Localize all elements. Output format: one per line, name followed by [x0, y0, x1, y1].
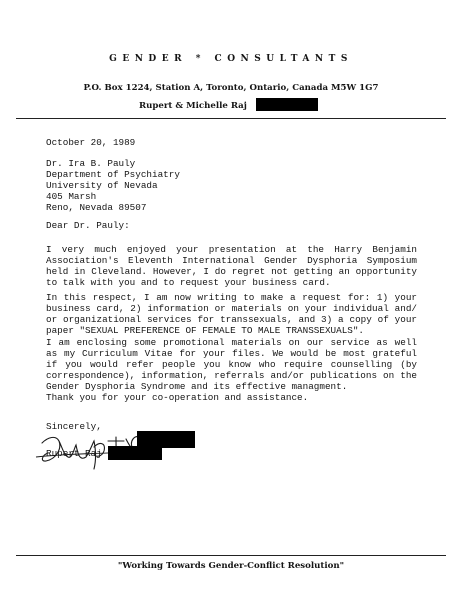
recipient-city: Reno, Nevada 89507: [46, 202, 147, 213]
recipient-university: University of Nevada: [46, 180, 158, 191]
body-paragraph: I am enclosing some promotional materials on our service as well as my Curriculum Vitae for your files. We would be most grateful if you would refer people you know who require counselling (by correspondence), information, referrals and/or publications on the Gender Dysphoria Syndrome and its effective managment.: [46, 337, 417, 392]
redaction-bar: [256, 98, 318, 111]
salutation: Dear Dr. Pauly:: [46, 220, 130, 231]
letterhead-org-name: GENDER * CONSULTANTS: [109, 54, 353, 64]
closing-thanks: Thank you for your co-operation and assistance.: [46, 392, 309, 403]
recipient-address-block: [46, 158, 180, 213]
footer-tagline: "Working Towards Gender-Conflict Resolution": [117, 561, 345, 571]
footer-divider: [16, 555, 446, 556]
sign-off: Sincerely,: [46, 421, 102, 432]
recipient-department: Department of Psychiatry: [46, 169, 180, 180]
letterhead-divider: [16, 118, 446, 119]
letter-date: October 20, 1989: [46, 137, 136, 148]
redaction-bar: [108, 446, 162, 460]
body-paragraph: I very much enjoyed your presentation at the Harry Benjamin Association's Eleventh International Gender Dysphoria Symposium held in Cleveland. However, I do regret not getting an opportunity to talk with you and to request your business card.: [46, 244, 417, 288]
letterhead-address: P.O. Box 1224, Station A, Toronto, Ontario, Canada M5W 1G7: [83, 83, 379, 93]
signer-name: Rupert Raj: [46, 448, 102, 459]
recipient-street: 405 Marsh: [46, 191, 97, 202]
recipient-name: Dr. Ira B. Pauly: [46, 158, 136, 169]
body-paragraph: In this respect, I am now writing to make a request for: 1) your business card, 2) information or materials on your individual and/ or organizational services for transsexuals, and 3) a copy of your paper "SEXUAL PREFERENCE OF FEMALE TO MALE TRANSSEXUALS".: [46, 292, 417, 336]
letterhead-owners: Rupert & Michelle Raj: [139, 101, 247, 111]
